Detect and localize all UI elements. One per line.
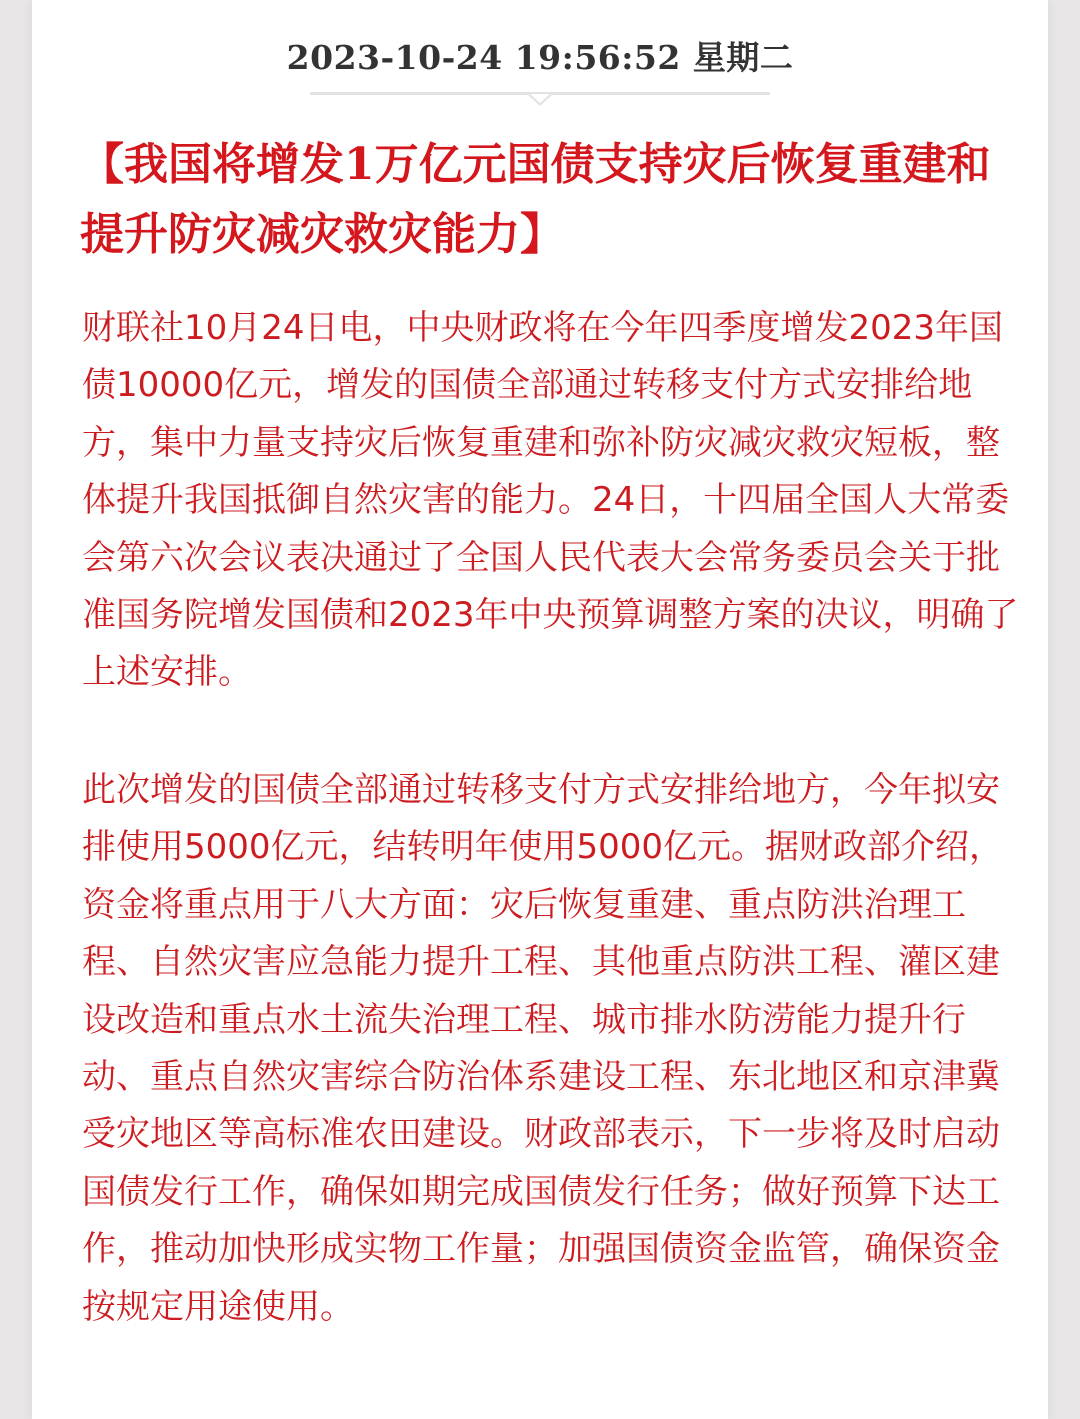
article-card — [32, 0, 1048, 1419]
article-headline: 【我国将增发1万亿元国债支持灾后恢复重建和提升防灾减灾救灾能力】 — [80, 139, 991, 260]
article-datetime: 2023-10-24 19:56:52 星期二 — [286, 38, 794, 77]
divider-notch-inner — [530, 94, 550, 103]
article-paragraph-2: 此次增发的国债全部通过转移支付方式安排给地方，今年拟安排使用5000亿元，结转明年使用5000亿元。据财政部介绍，资金将重点用于八大方面：灾后恢复重建、重点防洪治理工程、自然灾害应急能力提升工程、其他重点防洪工程、灌区建设改造和重点水土流失治理工程、城市排水防涝能力提升行动、重点自然灾害综合防治体系建设工程、东北地区和京津冀受灾地区等高标准农田建设。财政部表示，下一步将及时启动国债发行工作，确保如期完成国债发行任务；做好预算下达工作，推动加快形成实物工作量；加强国债资金监管，确保资金按规定用途使用。 — [82, 770, 1004, 1327]
article-paragraph-1: 财联社10月24日电，中央财政将在今年四季度增发2023年国债10000亿元，增发的国债全部通过转移支付方式安排给地方，集中力量支持灾后恢复重建和弥补防灾减灾救灾短板，整体提升我国抵御自然灾害的能力。24日，十四届全国人大常委会第六次会议表决通过了全国人民代表大会常务委员会关于批准国务院增发国债和2023年中央预算调整方案的决议，明确了上述安排。 — [82, 308, 1019, 693]
